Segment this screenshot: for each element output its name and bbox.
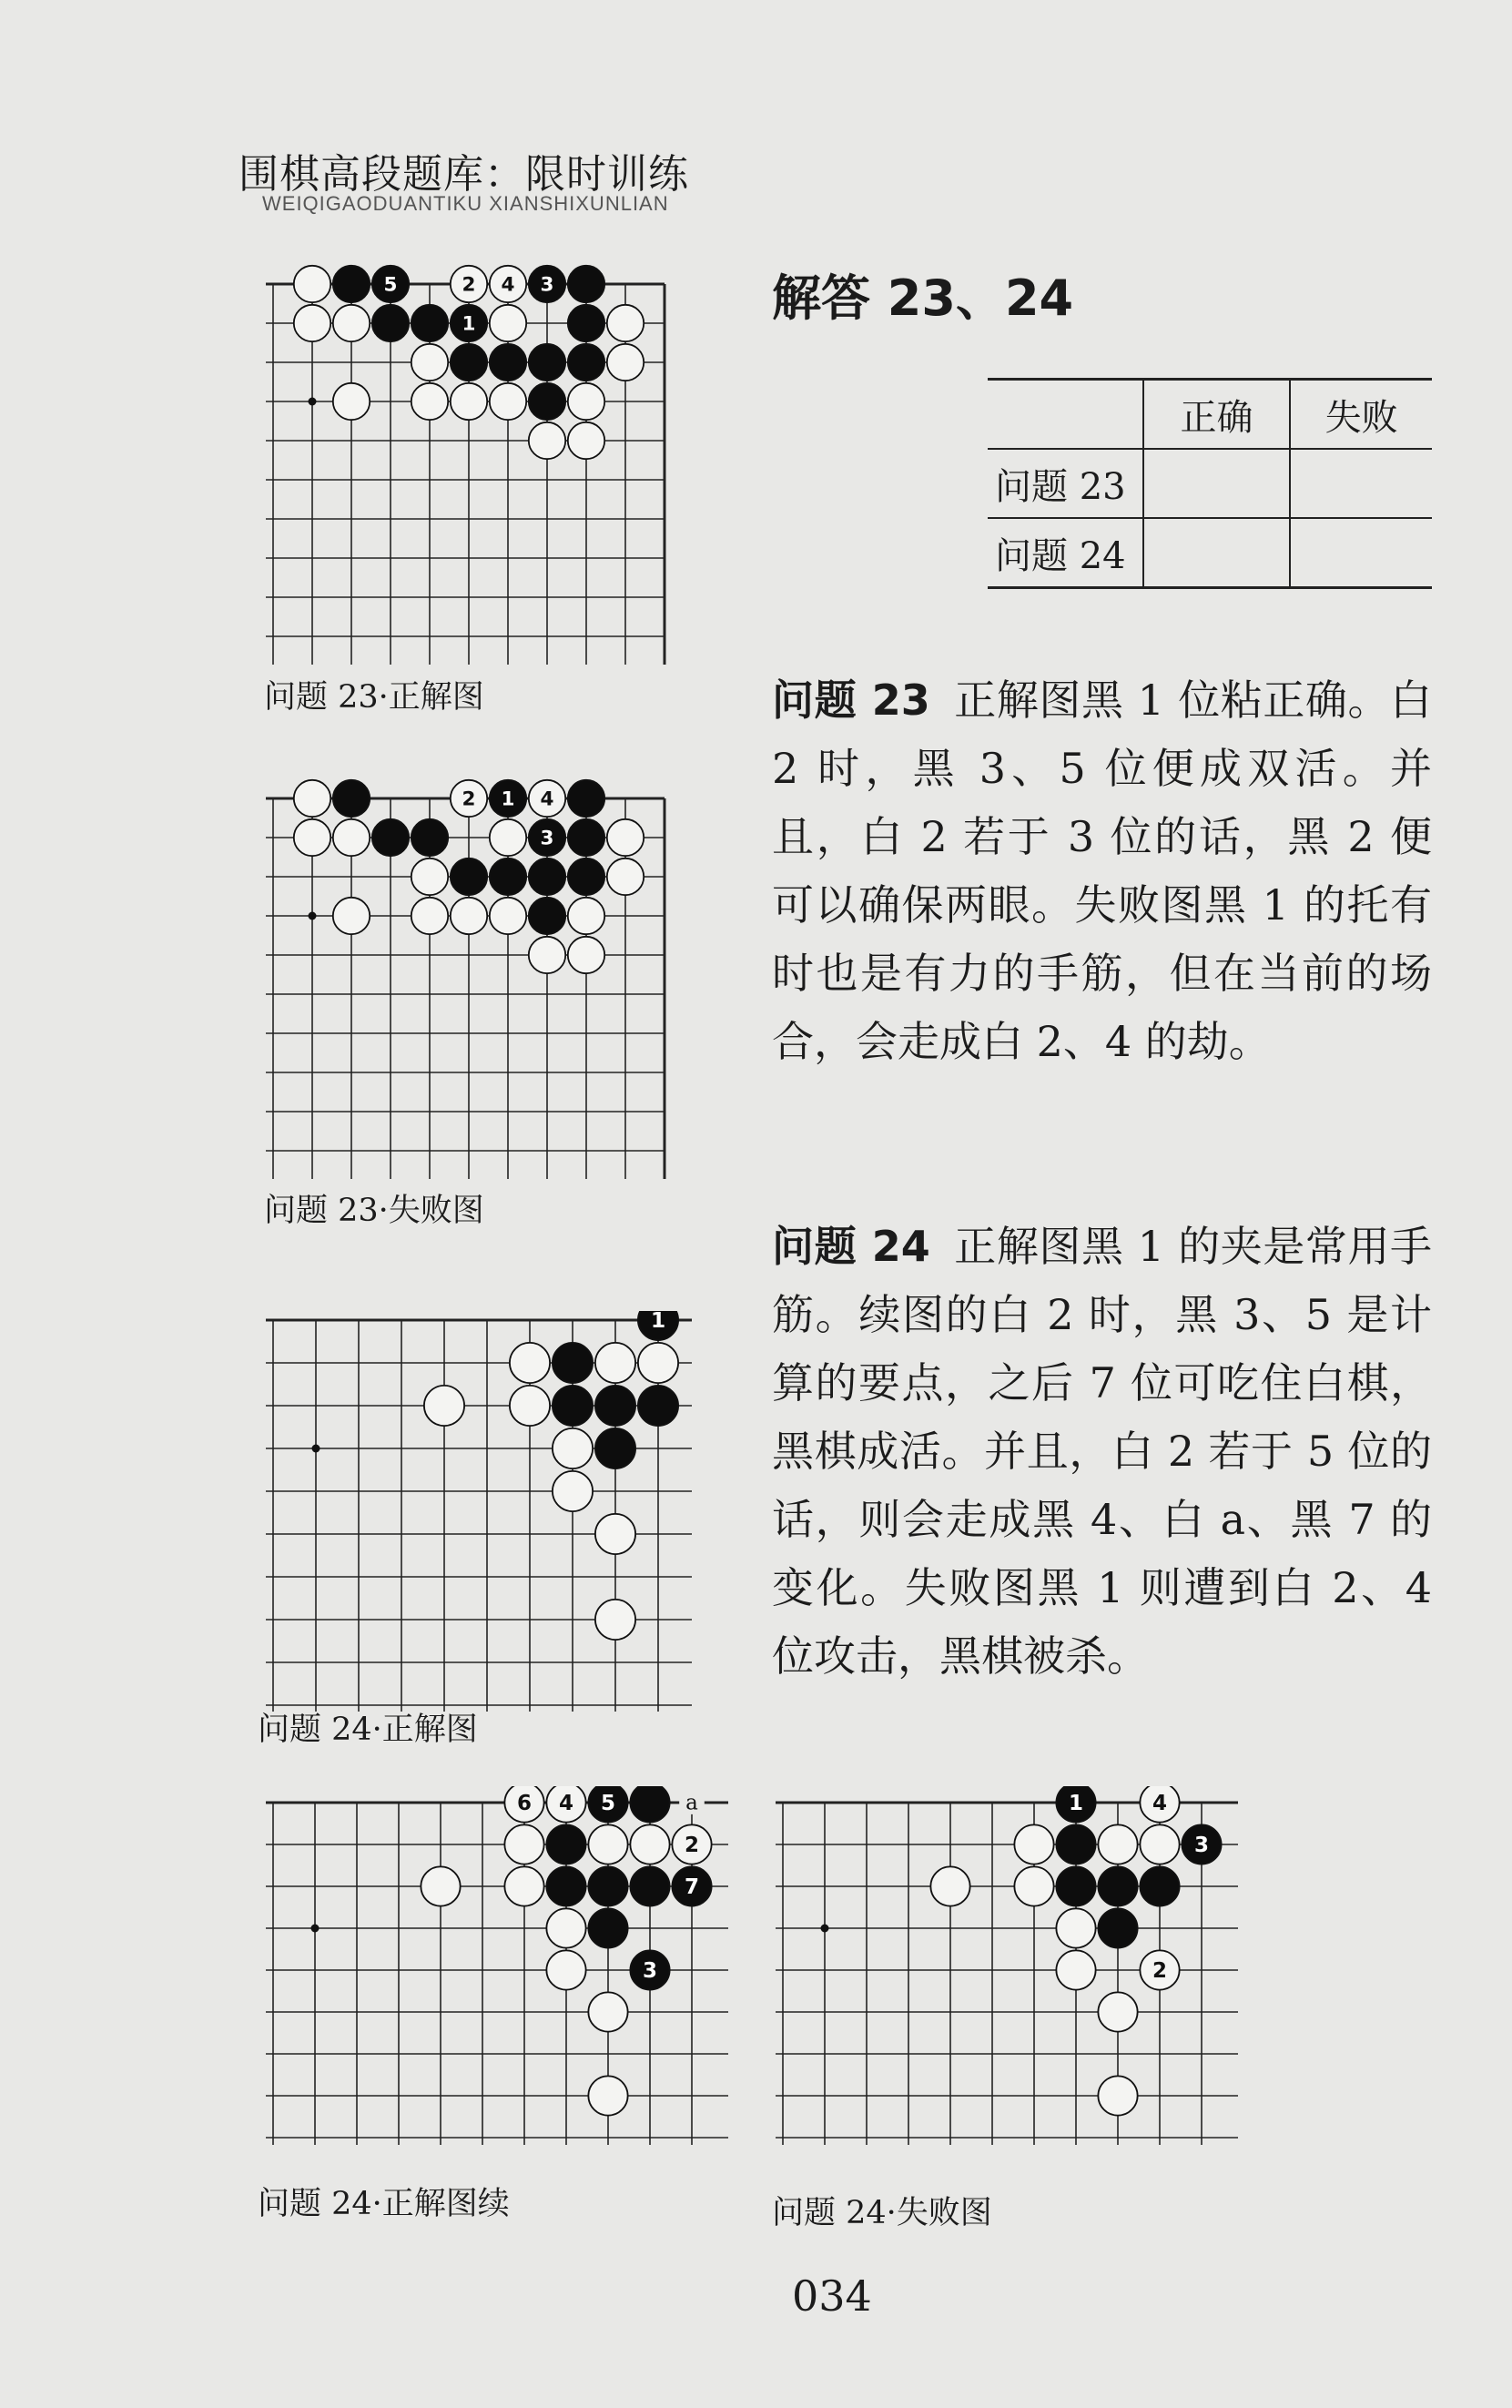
black-stone [372, 305, 409, 341]
white-stone [529, 422, 565, 459]
white-stone [607, 344, 644, 381]
black-stone [630, 1950, 669, 1989]
move-number: 4 [501, 273, 515, 297]
black-stone [638, 1386, 678, 1426]
black-stone [529, 383, 565, 420]
white-stone [568, 898, 604, 934]
white-stone [294, 780, 330, 817]
black-stone [568, 305, 604, 341]
black-stone [595, 1428, 635, 1468]
section-title: 解答 23、24 [772, 269, 1074, 327]
white-stone [294, 305, 330, 341]
star-point [309, 912, 317, 920]
score-cell-fail [1290, 518, 1432, 588]
table-row [988, 518, 1432, 588]
black-stone [333, 266, 370, 302]
white-stone [294, 819, 330, 856]
white-stone [490, 266, 526, 302]
white-stone [490, 305, 526, 341]
white-stone [504, 1866, 543, 1905]
white-stone [1098, 1824, 1137, 1864]
move-number: 3 [1193, 1833, 1210, 1857]
white-stone [546, 1786, 585, 1823]
star-point [309, 398, 317, 406]
move-number: 5 [600, 1791, 616, 1815]
white-stone [1014, 1824, 1053, 1864]
move-number: 4 [540, 787, 554, 811]
white-stone [333, 898, 370, 934]
go-diagram-24-correct [264, 1311, 692, 1712]
black-stone [1098, 1908, 1137, 1947]
black-stone [568, 819, 604, 856]
white-stone [504, 1786, 543, 1823]
black-stone [529, 898, 565, 934]
white-stone [333, 819, 370, 856]
white-stone [1098, 2076, 1137, 2115]
move-number: 3 [540, 273, 554, 297]
white-stone [588, 2076, 627, 2115]
white-stone [568, 383, 604, 420]
board-grid [266, 798, 665, 1179]
move-number: 5 [383, 273, 398, 297]
black-stone [529, 344, 565, 381]
white-stone [546, 1908, 585, 1947]
black-stone [529, 819, 565, 856]
white-stone [607, 305, 644, 341]
black-stone [568, 859, 604, 895]
white-stone [630, 1824, 669, 1864]
move-number: 4 [1152, 1791, 1168, 1815]
white-stone [510, 1386, 550, 1426]
white-stone [411, 859, 448, 895]
black-stone [568, 780, 604, 817]
black-stone [529, 266, 565, 302]
star-point [821, 1925, 829, 1933]
paragraph-text: 正解图黑 1 位粘正确。白 2 时，黑 3、5 位便成双活。并且，白 2 若于 3 位的话，黑 2 便可以确保两眼。失败图黑 1 的托有时也是有力的手筋，但在当前的场合，会走成白 2、4 的劫。 [772, 676, 1433, 1066]
score-row-label: 问题 24 [988, 518, 1143, 588]
black-stone [638, 1311, 678, 1340]
black-stone [529, 859, 565, 895]
white-stone [588, 1824, 627, 1864]
go-diagram-23-correct [264, 264, 692, 665]
score-cell-fail [1290, 449, 1432, 518]
white-stone [595, 1600, 635, 1640]
black-stone [630, 1866, 669, 1905]
white-stone [411, 344, 448, 381]
black-stone [490, 859, 526, 895]
move-number: 2 [462, 273, 476, 297]
black-stone [451, 859, 487, 895]
white-stone [1014, 1866, 1053, 1905]
white-stone [504, 1824, 543, 1864]
move-number: 1 [1068, 1791, 1084, 1815]
black-stone [1182, 1824, 1221, 1864]
move-number: 1 [462, 312, 476, 336]
paragraph-lead: 问题 24 [772, 1222, 930, 1271]
white-stone [451, 898, 487, 934]
black-stone [588, 1908, 627, 1947]
move-number: 2 [462, 787, 476, 811]
white-stone [930, 1866, 969, 1905]
answer-paragraph-23 [772, 666, 1432, 1076]
header-subtitle: WEIQIGAODUANTIKU XIANSHIXUNLIAN [262, 192, 669, 215]
score-cell-correct [1143, 449, 1291, 518]
black-stone [490, 780, 526, 817]
score-table-header-row [988, 380, 1432, 450]
black-stone [451, 344, 487, 381]
white-stone [672, 1824, 711, 1864]
star-point [312, 1445, 320, 1453]
point-label: a [685, 1791, 698, 1815]
white-stone [607, 819, 644, 856]
white-stone [490, 898, 526, 934]
score-row-label: 问题 23 [988, 449, 1143, 518]
white-stone [490, 383, 526, 420]
black-stone [1056, 1824, 1095, 1864]
white-stone [1056, 1950, 1095, 1989]
black-stone [411, 305, 448, 341]
white-stone [424, 1386, 464, 1426]
white-stone [568, 422, 604, 459]
black-stone [490, 344, 526, 381]
paragraph-text: 正解图黑 1 的夹是常用手筋。续图的白 2 时，黑 3、5 是计算的要点，之后 7 位可吃住白棋，黑棋成活。并且，白 2 若于 5 位的话，则会走成黑 4、白 a、黑 7 的变化。失败图黑 1 则遭到白 2、4 位攻击，黑棋被杀。 [772, 1222, 1433, 1681]
move-number: 7 [684, 1875, 700, 1899]
score-table-header-empty [988, 380, 1143, 450]
white-stone [546, 1950, 585, 1989]
white-stone [529, 780, 565, 817]
header-title: 围棋高段题库：限时训练 [238, 151, 689, 198]
table-row [988, 449, 1432, 518]
white-stone [607, 859, 644, 895]
white-stone [294, 266, 330, 302]
move-number: 1 [650, 1311, 666, 1333]
white-stone [510, 1343, 550, 1383]
white-stone [490, 819, 526, 856]
black-stone [372, 819, 409, 856]
white-stone [333, 305, 370, 341]
white-stone [1140, 1950, 1179, 1989]
white-stone [451, 780, 487, 817]
go-diagram-24-correct-continued [264, 1786, 728, 2169]
black-stone [372, 266, 409, 302]
diagram-caption: 问题 24·正解图续 [258, 2186, 510, 2222]
black-stone [451, 305, 487, 341]
move-number: 1 [501, 787, 515, 811]
white-stone [529, 937, 565, 973]
white-stone [588, 1992, 627, 2031]
black-stone [1098, 1866, 1137, 1905]
diagram-caption: 问题 23·正解图 [264, 679, 484, 716]
white-stone [568, 937, 604, 973]
move-number: 3 [642, 1958, 658, 1983]
black-stone [588, 1786, 627, 1823]
score-cell-correct [1143, 518, 1291, 588]
black-stone [595, 1386, 635, 1426]
white-stone [411, 898, 448, 934]
white-stone [1140, 1786, 1179, 1823]
move-number: 2 [684, 1833, 700, 1857]
diagram-caption: 问题 24·正解图 [258, 1712, 478, 1748]
black-stone [553, 1343, 593, 1383]
black-stone [630, 1786, 669, 1823]
black-stone [553, 1386, 593, 1426]
black-stone [1140, 1866, 1179, 1905]
paragraph-lead: 问题 23 [772, 676, 930, 725]
page-number: 034 [792, 2271, 872, 2321]
go-diagram-24-fail [774, 1786, 1238, 2169]
white-stone [553, 1471, 593, 1511]
go-diagram-23-fail [264, 778, 692, 1179]
white-stone [1140, 1824, 1179, 1864]
white-stone [553, 1428, 593, 1468]
white-stone [595, 1514, 635, 1554]
black-stone [1056, 1786, 1095, 1823]
black-stone [568, 344, 604, 381]
white-stone [451, 383, 487, 420]
score-table-header-correct: 正确 [1143, 380, 1291, 450]
star-point [311, 1925, 320, 1933]
black-stone [588, 1866, 627, 1905]
black-stone [546, 1866, 585, 1905]
white-stone [333, 383, 370, 420]
score-table-header-fail: 失败 [1290, 380, 1432, 450]
white-stone [451, 266, 487, 302]
black-stone [672, 1866, 711, 1905]
black-stone [411, 819, 448, 856]
move-number: 4 [558, 1791, 574, 1815]
black-stone [546, 1824, 585, 1864]
diagram-caption: 问题 24·失败图 [772, 2195, 992, 2231]
white-stone [1098, 1992, 1137, 2031]
white-stone [411, 383, 448, 420]
white-stone [421, 1866, 460, 1905]
black-stone [333, 780, 370, 817]
move-number: 3 [540, 827, 554, 850]
black-stone [1056, 1866, 1095, 1905]
score-table [988, 378, 1432, 589]
white-stone [1056, 1908, 1095, 1947]
white-stone [595, 1343, 635, 1383]
diagram-caption: 问题 23·失败图 [264, 1193, 484, 1229]
white-stone [638, 1343, 678, 1383]
answer-paragraph-24 [772, 1213, 1432, 1691]
black-stone [568, 266, 604, 302]
move-number: 2 [1152, 1958, 1168, 1983]
move-number: 6 [516, 1791, 533, 1815]
